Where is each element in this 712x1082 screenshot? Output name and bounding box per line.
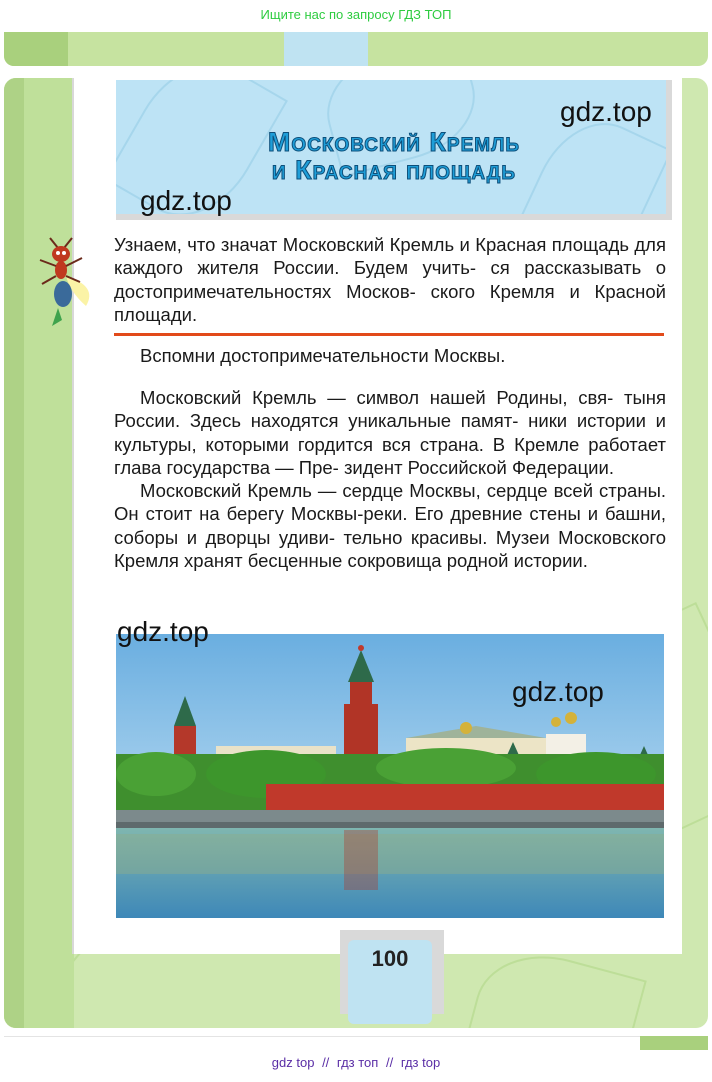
previous-page-margin bbox=[4, 32, 68, 66]
bottom-separator: // bbox=[385, 1055, 394, 1070]
lesson-intro: Узнаем, что значат Московский Кремль и Красная площадь для каждого жителя России. Будем учить- ся рассказывать о достопримечательностях Москов- ского Кремля и Красной площади. bbox=[114, 234, 666, 325]
body-paragraph-2: Московский Кремль — сердце Москвы, сердце всей страны. Он стоит на берегу Москвы-реки. Его древние стены и башни, соборы и дворцы удиви- тельно красивы. Музеи Московского Кремля хранят бесценные сокровища родной истории. bbox=[114, 480, 666, 572]
recall-prompt: Вспомни достопримечательности Москвы. bbox=[140, 345, 506, 366]
lesson-title bbox=[116, 128, 672, 184]
bottom-link-2[interactable]: гдз топ bbox=[336, 1055, 379, 1070]
ant-character-icon bbox=[28, 236, 98, 332]
previous-page-tab bbox=[284, 32, 368, 66]
watermark: gdz.top bbox=[512, 676, 604, 707]
lesson-title-line2: и Красная площадь bbox=[272, 155, 516, 185]
lesson-body bbox=[114, 386, 666, 572]
bottom-link-3[interactable]: гдз top bbox=[400, 1055, 441, 1070]
top-banner[interactable]: Ищите нас по запросу ГДЗ ТОП bbox=[0, 0, 712, 32]
next-page-margin bbox=[640, 1036, 708, 1050]
watermark: gdz.top bbox=[140, 185, 232, 216]
body-paragraph-1: Московский Кремль — символ нашей Родины, свя- тыня России. Здесь находятся уникальные памят- ники истории и культуры, которыми гордится вся страна. В Кремле работает глава государства — Пре- зидент Российской Федерации. bbox=[114, 387, 666, 478]
watermark: gdz.top bbox=[560, 96, 652, 127]
left-margin-shade bbox=[4, 78, 24, 1028]
lesson-title-line1: Московский Кремль bbox=[267, 127, 521, 157]
previous-page-edge bbox=[4, 32, 708, 66]
section-divider bbox=[114, 333, 664, 336]
watermark: gdz.top bbox=[117, 616, 209, 647]
bottom-link-1[interactable]: gdz top bbox=[271, 1055, 315, 1070]
bottom-link-bar bbox=[0, 1055, 712, 1070]
page-number: 100 bbox=[371, 946, 409, 971]
bottom-separator: // bbox=[322, 1055, 330, 1070]
